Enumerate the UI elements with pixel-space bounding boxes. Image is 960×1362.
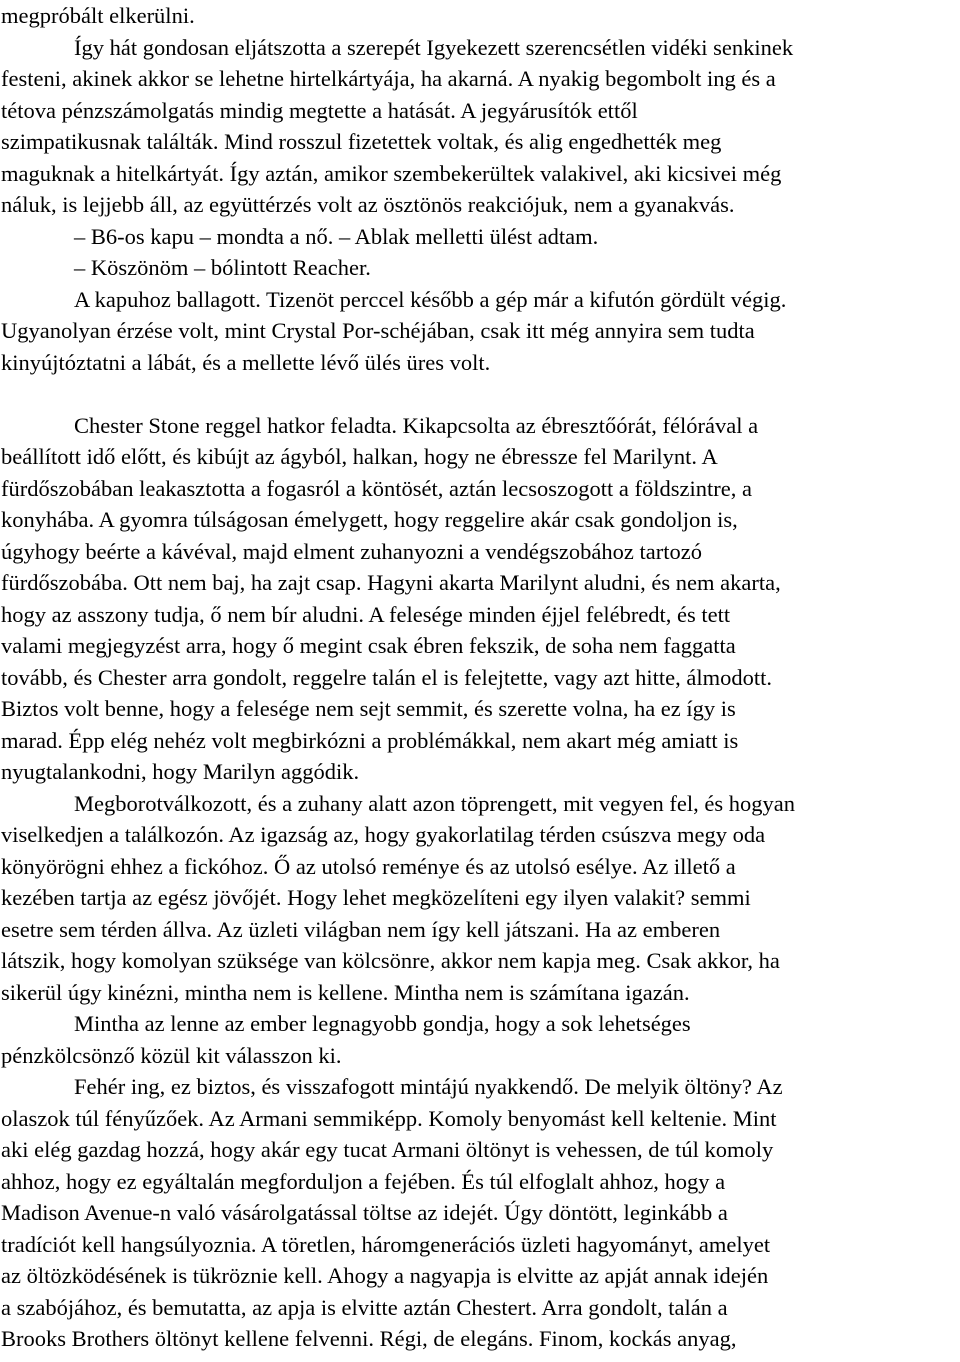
text-line: konyhába. A gyomra túlságosan émelygett, hogy reggelire akár csak gondoljon is,: [1, 507, 738, 532]
text-line: hogy az asszony tudja, ő nem bír aludni. A felesége minden éjjel felébredt, és tett: [1, 601, 731, 627]
text-line: Biztos volt benne, hogy a felesége nem sejt semmit, és szerette volna, ha ez így is: [1, 696, 736, 721]
text-line: festeni, akinek akkor se lehetne hirtelkártyája, ha akarná. A nyakig begombolt ing és a: [1, 66, 776, 91]
text-line: marad. Épp elég nehéz volt megbirkózni a problémákkal, nem akart még amiatt is: [1, 727, 739, 753]
text-line: Ugyanolyan érzése volt, mint Crystal Por-schéjában, csak itt még annyira sem tudta: [1, 318, 755, 343]
text-line: könyörögni ehhez a fickóhoz. Ő az utolsó reménye és az utolsó esélye. Az illető a: [1, 853, 736, 879]
text-line: esetre sem térden állva. Az üzleti világban nem így kell játszani. Ha az emberen: [1, 916, 721, 942]
text-line: megpróbált elkerülni.: [1, 3, 195, 28]
text-line: nyugtalankodni, hogy Marilyn aggódik.: [1, 759, 360, 784]
text-line: náluk, is lejjebb áll, az együttérzés volt az ösztönös reakciójuk, nem a gyanakvás.: [1, 192, 735, 217]
text-line: beállított idő előtt, és kibújt az ágyból, halkan, hogy ne ébressze fel Marilynt. A: [1, 444, 718, 469]
text-line: A kapuhoz ballagott. Tizenöt perccel később a gép már a kifutón gördült végig.: [74, 286, 787, 312]
text-line: Brooks Brothers öltönyt kellene felvenni. Régi, de elegáns. Finom, kockás anyag,: [1, 1326, 737, 1351]
text-line: sikerül úgy kinézni, mintha nem is kellene. Mintha nem is számítana igazán.: [1, 979, 690, 1005]
text-line: ahhoz, hogy ez egyáltalán megforduljon a fejében. És túl elfoglalt ahhoz, hogy a: [1, 1168, 726, 1194]
text-line: látszik, hogy komolyan szüksége van kölcsönre, akkor nem kapja meg. Csak akkor, ha: [1, 948, 780, 973]
text-line: maguknak a hitelkártyát. Így aztán, amikor szembekerültek valakivel, aki kicsivei még: [1, 160, 782, 186]
text-line: – B6-os kapu – mondta a nő. – Ablak melletti ülést adtam.: [74, 223, 599, 249]
text-line: az öltözködésének is tükröznie kell. Ahogy a nagyapja is elvitte az apját annak idején: [1, 1263, 769, 1288]
text-line: viselkedjen a találkozón. Az igazság az, hogy gyakorlatilag térden csúszva megy oda: [1, 822, 766, 847]
text-line: Madison Avenue-n való vásárolgatással töltse az idejét. Úgy döntött, leginkább a: [1, 1200, 728, 1225]
text-line: Mintha az lenne az ember legnagyobb gondja, hogy a sok lehetséges: [74, 1011, 691, 1036]
text-line: pénzkölcsönző közül kit válasszon ki.: [1, 1042, 342, 1068]
text-line: kinyújtóztatni a lábát, és a mellette lévő ülés üres volt.: [1, 349, 491, 375]
text-line: Megborotválkozott, és a zuhany alatt azon töprengett, mit vegyen fel, és hogyan: [74, 790, 796, 816]
paragraph-gap: [0, 378, 960, 410]
text-line: Chester Stone reggel hatkor feladta. Kikapcsolta az ébresztőórát, félórával a: [74, 412, 759, 438]
text-line: tovább, és Chester arra gondolt, reggelre talán el is felejtette, vagy azt hitte, álmodott.: [1, 664, 772, 690]
text-line: szimpatikusnak találták. Mind rosszul fizetettek voltak, és alig engedhették meg: [1, 129, 722, 154]
text-line: fürdőszobában leakasztotta a fogasról a köntösét, aztán lecsoszogott a földszintre, a: [1, 475, 752, 501]
text-line: tradíciót kell hangsúlyoznia. A töretlen, háromgenerációs üzleti hagyományt, amelyet: [1, 1231, 771, 1257]
text-line: Fehér ing, ez biztos, és visszafogott mintájú nyakkendő. De melyik öltöny? Az: [74, 1074, 783, 1099]
text-line: a szabójához, és bemutatta, az apja is elvitte aztán Chestert. Arra gondolt, talán a: [1, 1294, 728, 1320]
text-line: aki elég gazdag hozzá, hogy akár egy tucat Armani öltönyt is vehessen, de túl komoly: [1, 1137, 774, 1162]
text-line: valami megjegyzést arra, hogy ő megint csak ébren fekszik, de soha nem faggatta: [1, 633, 736, 658]
text-line: olaszok túl fényűzőek. Az Armani semmiképp. Komoly benyomást kell keltenie. Mint: [1, 1105, 777, 1131]
text-line: úgyhogy beérte a kávéval, majd elment zuhanyozni a vendégszobához tartozó: [1, 538, 702, 564]
text-line: kezében tartja az egész jövőjét. Hogy lehet megközelíteni egy ilyen valakit? semmi: [1, 885, 751, 910]
text-line: Így hát gondosan eljátszotta a szerepét Igyekezett szerencsétlen vidéki senkinek: [74, 34, 794, 60]
text-line: fürdőszobába. Ott nem baj, ha zajt csap. Hagyni akarta Marilynt aludni, és nem akarta,: [1, 570, 781, 595]
text-line: – Köszönöm – bólintott Reacher.: [74, 255, 371, 280]
text-line: tétova pénzszámolgatás mindig megtette a hatását. A jegyárusítók ettől: [1, 97, 638, 123]
